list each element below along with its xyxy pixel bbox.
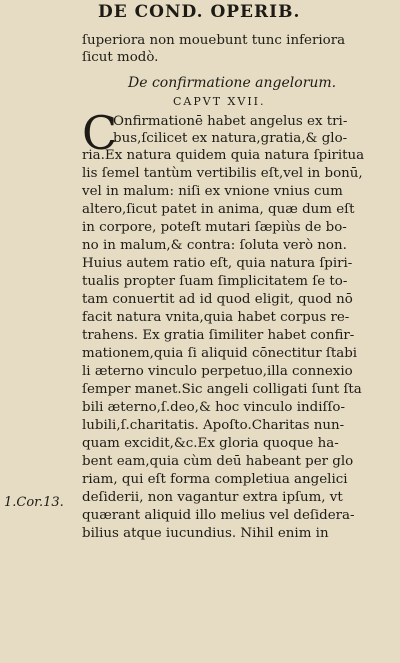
drop-cap: C (82, 106, 118, 160)
text-line: lis ſemel tantùm vertibilis eſt,vel in bonū, (82, 166, 363, 181)
text-line: quærant aliquid illo melius vel deſidera- (82, 508, 355, 523)
text-line: no in malum,& contra: ſoluta verò non. (82, 238, 347, 253)
text-line: ſuperiora non mouebunt tunc inferiora (82, 33, 346, 48)
text-line: in corpore, poteſt mutari ſæpiùs de bo- (82, 220, 347, 235)
text-line: bili æterno,ſ.deo,& hoc vinculo indiſſo- (82, 400, 346, 415)
chapter-label: CAPVT XVII. (173, 95, 266, 108)
margin-note: 1.Cor.13. (4, 495, 64, 510)
text-line: li æterno vinculo perpetuo,illa connexio (82, 364, 353, 379)
text-line: bus,ſcilicet ex natura,gratia,& glo- (113, 131, 348, 146)
text-line: ria.Ex natura quidem quia natura ſpiritua (82, 148, 365, 163)
text-line: Onfirmationē habet angelus ex tri- (113, 114, 348, 129)
text-line: ſemper manet.Sic angeli colligati ſunt ſta (82, 382, 362, 397)
text-line: tam conuertit ad id quod eligit, quod nō (82, 292, 353, 307)
section-title: De confirmatione angelorum. (128, 75, 337, 91)
text-line: vel in malum: niſi ex vnione vnius cum (82, 184, 343, 199)
text-line: lubili,ſ.charitatis. Apoſto.Charitas nun- (82, 418, 345, 433)
text-line: bilius atque iucundius. Nihil enim in (82, 526, 329, 541)
running-head: DE COND. OPERIB. (98, 2, 301, 22)
text-line: facit natura vnita,quia habet corpus re- (82, 310, 350, 325)
text-line: quam excidit,&c.Ex gloria quoque ha- (82, 436, 339, 451)
text-line: bent eam,quia cùm deū habeant per glo (82, 454, 354, 469)
text-line: ſicut modò. (82, 50, 159, 65)
text-line: riam, qui eſt forma completiua angelici (82, 472, 348, 487)
text-line: tualis propter ſuam ſimplicitatem ſe to- (82, 274, 348, 289)
text-line: deſiderii, non vagantur extra ipſum, vt (82, 490, 343, 505)
text-line: mationem,quia ſi aliquid cōnectitur ſtabi (82, 346, 358, 361)
text-line: Huius autem ratio eſt, quia natura ſpiri- (82, 256, 353, 271)
text-line: trahens. Ex gratia ſimiliter habet confir- (82, 328, 355, 343)
text-line: altero,ſicut patet in anima, quæ dum eſt (82, 202, 355, 217)
